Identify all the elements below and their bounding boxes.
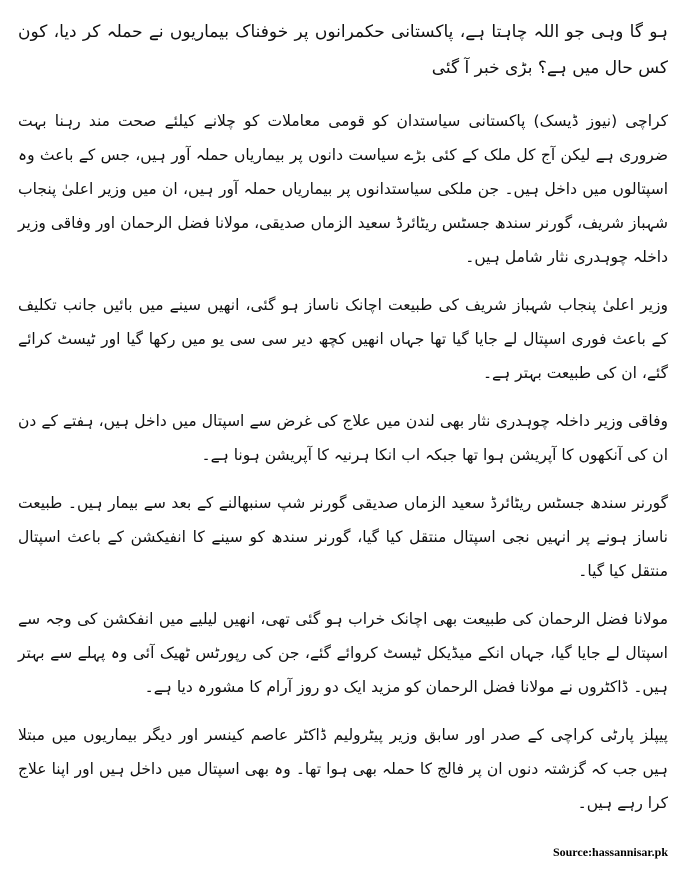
paragraph-dr-asim: پیپلز پارٹی کراچی کے صدر اور سابق وزیر پیٹرولیم ڈاکٹر عاصم کینسر اور دیگر بیماریوں میں مبتلا ہیں جب کہ گزشتہ دنوں ان پر فالج کا حملہ بھی ہوا تھا۔ وہ بھی اسپتال میں داخل ہیں اور اپنا علاج کرا رہے ہیں۔ [18, 726, 668, 812]
paragraph-intro: کراچی (نیوز ڈیسک) پاکستانی سیاستدان کو قومی معاملات کو چلانے کیلئے صحت مند رہنا بہت ضروری ہے لیکن آج کل ملک کے کئی بڑے سیاست دانوں پر بیماریاں حملہ آور ہیں، جس کے باعث وہ اسپتالوں میں داخل ہیں۔ جن ملکی سیاستدانوں پر بیماریاں حملہ آور ہیں، ان میں وزیر اعلیٰ پنجاب شہباز شریف، گورنر سندھ جسٹس ریٹائرڈ سعید الزماں صدیقی، مولانا فضل الرحمان اور وفاقی وزیر داخلہ چوہدری نثار شامل ہیں۔ [18, 112, 668, 266]
paragraph-chaudhry-nisar: وفاقی وزیر داخلہ چوہدری نثار بھی لندن میں علاج کی غرض سے اسپتال میں داخل ہیں، ہفتے کے دن ان کی آنکھوں کا آپریشن ہوا تھا جبکہ اب انکا ہرنیہ کا آپریشن ہونا ہے۔ [18, 412, 668, 464]
paragraph-shahbaz-sharif: وزیر اعلیٰ پنجاب شہباز شریف کی طبیعت اچانک ناساز ہو گئی، انھیں سینے میں بائیں جانب تکلیف کے باعث فوری اسپتال لے جایا گیا تھا جہاں انھیں کچھ دیر سی سی یو میں رکھا گیا اور ٹیسٹ کرائے گئے، ان کی طبیعت بہتر ہے۔ [18, 296, 668, 382]
article-headline: ہو گا وہی جو اللہ چاہتا ہے، پاکستانی حکمرانوں پر خوفناک بیماریوں نے حملہ کر دیا، کون کس حال میں ہے؟ بڑی خبر آ گئی [18, 22, 668, 78]
source-credit: Source:hassannisar.pk [552, 845, 668, 859]
paragraph-governor-sindh: گورنر سندھ جسٹس ریٹائرڈ سعید الزماں صدیقی گورنر شپ سنبھالنے کے بعد سے بیمار ہیں۔ طبیعت ناساز ہونے پر انہیں نجی اسپتال منتقل کیا گیا، گورنر سندھ کو سینے کا انفیکشن کے باعث اسپتال منتقل کیا گیا۔ [18, 494, 668, 580]
paragraph-fazl-ur-rehman: مولانا فضل الرحمان کی طبیعت بھی اچانک خراب ہو گئی تھی، انھیں لیلیے میں انفکشن کی وجہ سے اسپتال لے جایا گیا، جہاں انکے میڈیکل ٹیسٹ کروائے گئے، جن کی رپورٹس ٹھیک آئی وہ پہلے سے بہتر ہیں۔ ڈاکٹروں نے مولانا فضل الرحمان کو مزید ایک دو روز آرام کا مشورہ دیا ہے۔ [18, 610, 668, 696]
